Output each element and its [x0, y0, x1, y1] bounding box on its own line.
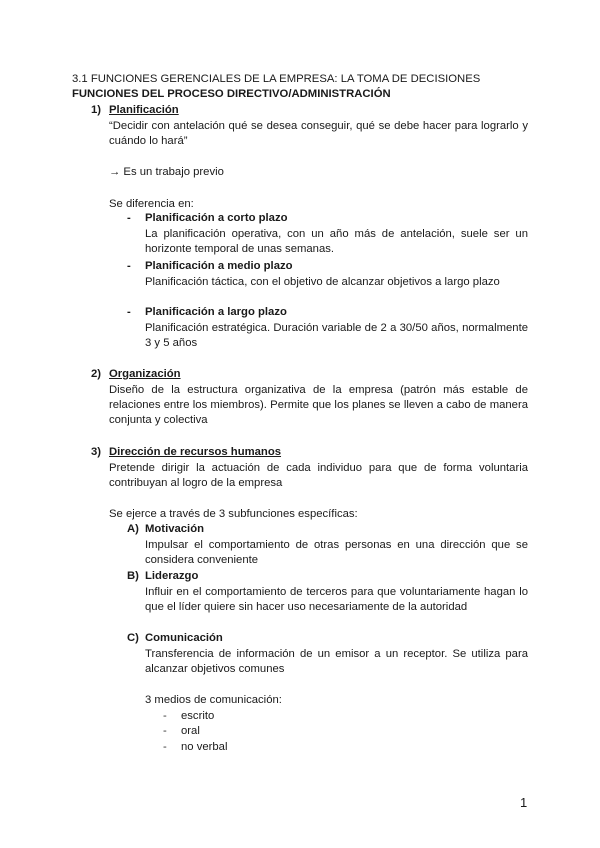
section-1-intro: Se diferencia en: — [109, 198, 194, 210]
plan-long-title: Planificación a largo plazo — [145, 306, 287, 318]
plan-short-desc: La planificación operativa, con un año más de antelación, suele ser un horizonte temporal de unas semanas. — [145, 228, 528, 255]
page-number: 1 — [520, 795, 528, 810]
plan-medium-title: Planificación a medio plazo — [145, 260, 293, 272]
motivation-title: Motivación — [145, 523, 204, 535]
section-heading: FUNCIONES DEL PROCESO DIRECTIVO/ADMINISTRACIÓN — [72, 88, 391, 100]
media-item: no verbal — [181, 741, 228, 753]
section-1-title: Planificación — [109, 104, 179, 116]
subfunction-letter: C) — [127, 632, 139, 644]
plan-long-desc: Planificación estratégica. Duración variable de 2 a 30/50 años, normalmente 3 y 5 años — [145, 322, 528, 349]
leadership-desc: Influir en el comportamiento de terceros para que voluntariamente hagan lo que el líder quiere sin hacer uso necesariamente de la autoridad — [145, 586, 528, 613]
leadership-title: Liderazgo — [145, 570, 199, 582]
section-3-intro: Se ejerce a través de 3 subfunciones específicas: — [109, 508, 358, 520]
section-3-desc: Pretende dirigir la actuación de cada individuo para que de forma voluntaria contribuyan al logro de la empresa — [109, 462, 528, 489]
section-2-number: 2) — [91, 368, 102, 380]
plan-short-title: Planificación a corto plazo — [145, 212, 288, 224]
section-1-number: 1) — [91, 104, 102, 116]
subfunction-letter: A) — [127, 523, 139, 535]
section-1-note: → Es un trabajo previo — [109, 166, 224, 178]
section-3-number: 3) — [91, 446, 102, 458]
media-item: oral — [181, 725, 200, 737]
media-intro: 3 medios de comunicación: — [145, 694, 282, 706]
media-item: escrito — [181, 710, 215, 722]
motivation-desc: Impulsar el comportamiento de otras personas en una dirección que se considera conveniente — [145, 539, 528, 566]
communication-title: Comunicación — [145, 632, 223, 644]
section-1-quote: “Decidir con antelación qué se desea conseguir, qué se debe hacer para lograrlo y cuándo lo hará” — [109, 120, 528, 147]
document-title: 3.1 FUNCIONES GERENCIALES DE LA EMPRESA: LA TOMA DE DECISIONES — [72, 73, 481, 85]
section-3-title: Dirección de recursos humanos — [109, 446, 282, 458]
bullet-dash: - — [127, 212, 131, 224]
section-2-desc: Diseño de la estructura organizativa de la empresa (patrón más estable de relaciones entre los miembros). Permite que los planes se lleven a cabo de manera conjunta y colectiva — [109, 384, 528, 426]
media-bullet: - — [163, 741, 167, 753]
section-2-title: Organización — [109, 368, 181, 380]
media-bullet: - — [163, 725, 167, 737]
bullet-dash: - — [127, 306, 131, 318]
media-bullet: - — [163, 710, 167, 722]
communication-desc: Transferencia de información de un emisor a un receptor. Se utiliza para alcanzar objetivos comunes — [145, 648, 528, 675]
subfunction-letter: B) — [127, 570, 139, 582]
plan-medium-desc: Planificación táctica, con el objetivo de alcanzar objetivos a largo plazo — [145, 276, 500, 288]
bullet-dash: - — [127, 260, 131, 272]
